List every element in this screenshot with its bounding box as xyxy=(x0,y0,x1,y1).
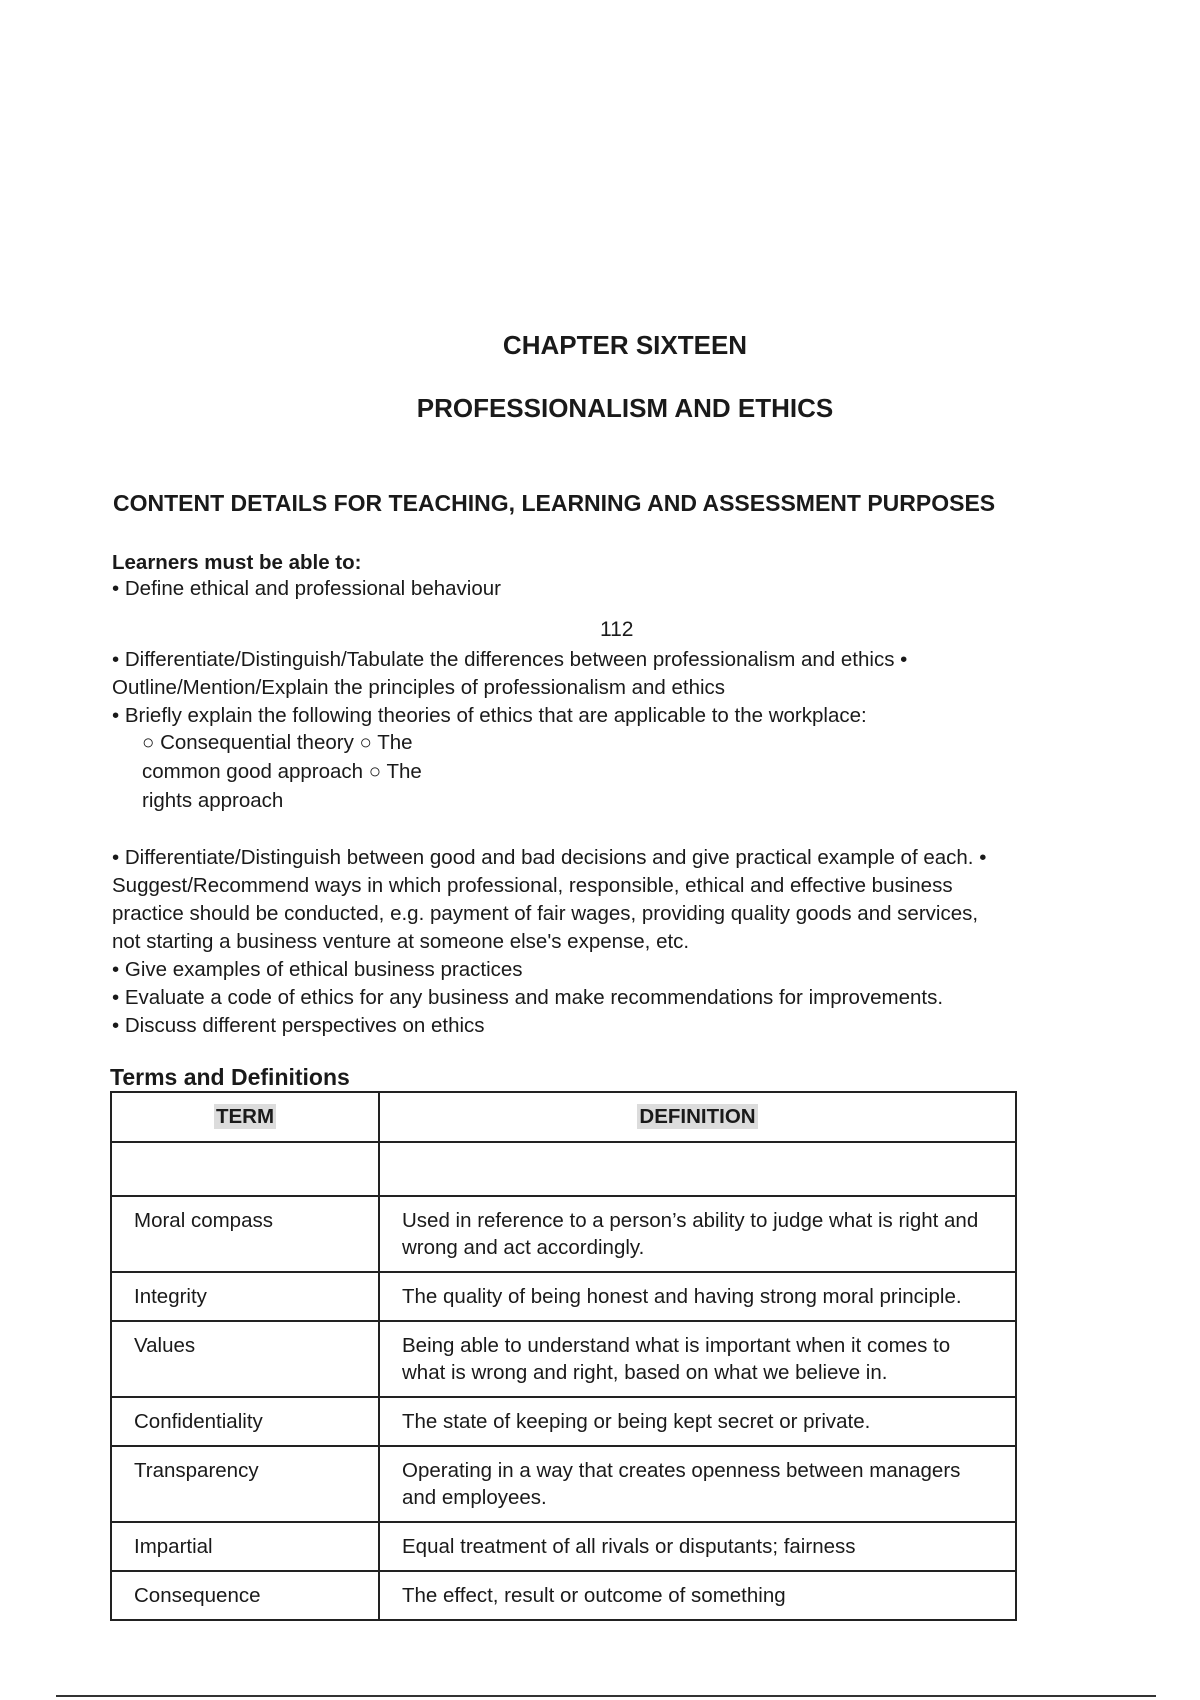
learning-outcome: • Define ethical and professional behaviour xyxy=(112,577,501,600)
learning-outcomes-list xyxy=(112,646,907,730)
term-cell: Moral compass xyxy=(111,1196,379,1272)
definition-cell: Operating in a way that creates openness between managers and employees. xyxy=(379,1446,1016,1522)
definition-cell xyxy=(379,1142,1016,1196)
learners-intro: Learners must be able to: xyxy=(112,551,362,574)
header-definition xyxy=(379,1092,1016,1142)
header-term xyxy=(111,1092,379,1142)
term-cell: Impartial xyxy=(111,1522,379,1571)
definition-cell: The state of keeping or being kept secret or private. xyxy=(379,1397,1016,1446)
page-bottom-rule xyxy=(56,1695,1156,1697)
theory-line: common good approach ○ The xyxy=(142,760,422,783)
section-heading: CONTENT DETAILS FOR TEACHING, LEARNING AND ASSESSMENT PURPOSES xyxy=(113,490,996,516)
terms-definitions-table xyxy=(110,1091,1017,1621)
table-row xyxy=(111,1397,1016,1446)
definition-cell: Being able to understand what is important when it comes to what is wrong and right, based on what we believe in. xyxy=(379,1321,1016,1397)
header-term-label: TERM xyxy=(215,1105,275,1128)
table-row xyxy=(111,1196,1016,1272)
learning-outcome: • Give examples of ethical business practices xyxy=(112,958,523,981)
term-cell: Transparency xyxy=(111,1446,379,1522)
learning-outcome: practice should be conducted, e.g. payment of fair wages, providing quality goods and services, xyxy=(112,902,979,925)
definition-cell: The quality of being honest and having strong moral principle. xyxy=(379,1272,1016,1321)
definition-cell: The effect, result or outcome of something xyxy=(379,1571,1016,1620)
learning-outcome: • Discuss different perspectives on ethics xyxy=(112,1014,485,1037)
term-cell xyxy=(111,1142,379,1196)
learning-outcome: • Evaluate a code of ethics for any business and make recommendations for improvements. xyxy=(112,986,944,1009)
table-row xyxy=(111,1571,1016,1620)
term-cell: Integrity xyxy=(111,1272,379,1321)
header-definition-label: DEFINITION xyxy=(639,1105,756,1128)
table-title: Terms and Definitions xyxy=(110,1064,350,1090)
definition-cell: Equal treatment of all rivals or disputants; fairness xyxy=(379,1522,1016,1571)
table-row xyxy=(111,1522,1016,1571)
learning-outcome: not starting a business venture at someone else's expense, etc. xyxy=(112,930,690,953)
learning-outcome: • Briefly explain the following theories of ethics that are applicable to the workplace: xyxy=(112,704,867,727)
term-cell: Confidentiality xyxy=(111,1397,379,1446)
learning-outcome: Suggest/Recommend ways in which professional, responsible, ethical and effective business xyxy=(112,874,953,897)
learning-outcome: Outline/Mention/Explain the principles of professionalism and ethics xyxy=(112,676,726,699)
theory-line: ○ Consequential theory ○ The xyxy=(142,731,413,754)
table-row xyxy=(111,1321,1016,1397)
subject-title: PROFESSIONALISM AND ETHICS xyxy=(416,393,834,423)
ethics-theories-list xyxy=(142,728,422,815)
table-header-row xyxy=(111,1092,1016,1142)
chapter-title: CHAPTER SIXTEEN xyxy=(502,330,748,360)
theory-line: rights approach xyxy=(142,789,284,812)
term-cell: Consequence xyxy=(111,1571,379,1620)
definition-cell: Used in reference to a person’s ability to judge what is right and wrong and act accordingly. xyxy=(379,1196,1016,1272)
learning-outcomes-list xyxy=(112,844,1072,1040)
learning-outcome: • Differentiate/Distinguish/Tabulate the differences between professionalism and ethics • xyxy=(112,648,908,671)
table-row xyxy=(111,1446,1016,1522)
page-number: 112 xyxy=(600,618,634,641)
term-cell: Values xyxy=(111,1321,379,1397)
empty-row xyxy=(111,1142,1016,1196)
learning-outcome: • Differentiate/Distinguish between good and bad decisions and give practical example of each. • xyxy=(112,846,987,869)
table-row xyxy=(111,1272,1016,1321)
